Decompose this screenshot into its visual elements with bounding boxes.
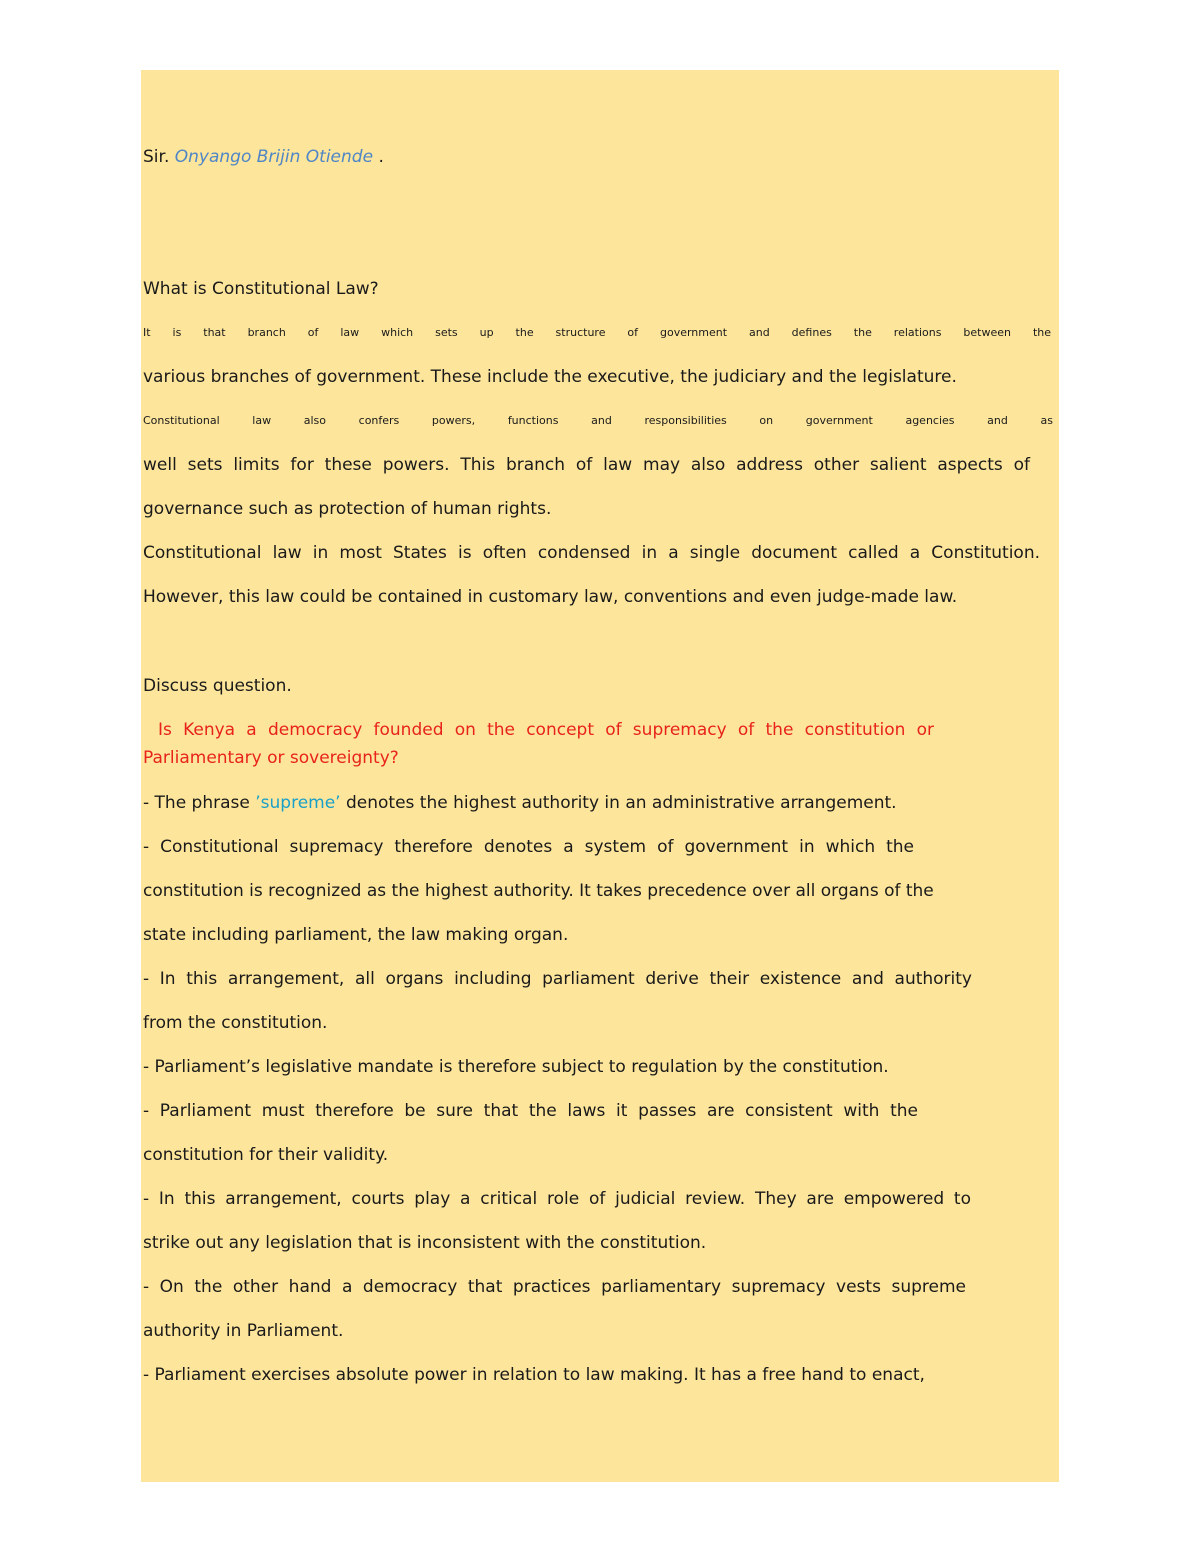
author-line: [143, 147, 384, 167]
intro-line-2: various branches of government. These include the executive, the judiciary and the legislature.: [143, 367, 957, 387]
intro-line-3: Constitutional law also confers powers, functions and responsibilities on government agencies and as: [143, 414, 1053, 427]
body-line-7: - Parliament must therefore be sure that the laws it passes are consistent with the: [143, 1101, 918, 1121]
body-line-5: from the constitution.: [143, 1013, 328, 1033]
question-line-1: Is Kenya a democracy founded on the concept of supremacy of the constitution or: [158, 720, 934, 740]
body-line-8: constitution for their validity.: [143, 1145, 389, 1165]
body-line-2: constitution is recognized as the highest authority. It takes precedence over all organs of the: [143, 881, 934, 901]
body-line-11: - On the other hand a democracy that practices parliamentary supremacy vests supreme: [143, 1277, 966, 1297]
body-line-6: - Parliament’s legislative mandate is therefore subject to regulation by the constitution.: [143, 1057, 889, 1077]
author-name: Onyango Brijin Otiende: [174, 147, 374, 167]
author-suffix: .: [378, 147, 384, 167]
intro-line-4: well sets limits for these powers. This branch of law may also address other salient aspects of: [143, 455, 1030, 475]
heading: What is Constitutional Law?: [143, 279, 379, 299]
intro-line-1: It is that branch of law which sets up the structure of government and defines the relations between the: [143, 326, 1051, 339]
phrase-suffix: denotes the highest authority in an administrative arrangement.: [340, 793, 897, 813]
discuss-heading: Discuss question.: [143, 676, 292, 696]
phrase-prefix: - The phrase: [143, 793, 256, 813]
intro-line-5: governance such as protection of human rights.: [143, 499, 552, 519]
author-prefix: Sir.: [143, 147, 170, 167]
phrase-line: [143, 793, 897, 813]
intro-line-6: Constitutional law in most States is often condensed in a single document called a Constitution.: [143, 543, 1040, 563]
intro-line-7: However, this law could be contained in customary law, conventions and even judge-made law.: [143, 587, 958, 607]
body-line-12: authority in Parliament.: [143, 1321, 344, 1341]
body-line-1: - Constitutional supremacy therefore denotes a system of government in which the: [143, 837, 914, 857]
question-line-2: Parliamentary or sovereignty?: [143, 748, 399, 768]
body-line-3: state including parliament, the law making organ.: [143, 925, 569, 945]
body-line-13: - Parliament exercises absolute power in relation to law making. It has a free hand to enact,: [143, 1365, 925, 1385]
body-line-4: - In this arrangement, all organs including parliament derive their existence and authority: [143, 969, 972, 989]
body-line-9: - In this arrangement, courts play a critical role of judicial review. They are empowered to: [143, 1189, 971, 1209]
phrase-highlight: ’supreme’: [255, 793, 341, 813]
body-line-10: strike out any legislation that is inconsistent with the constitution.: [143, 1233, 707, 1253]
